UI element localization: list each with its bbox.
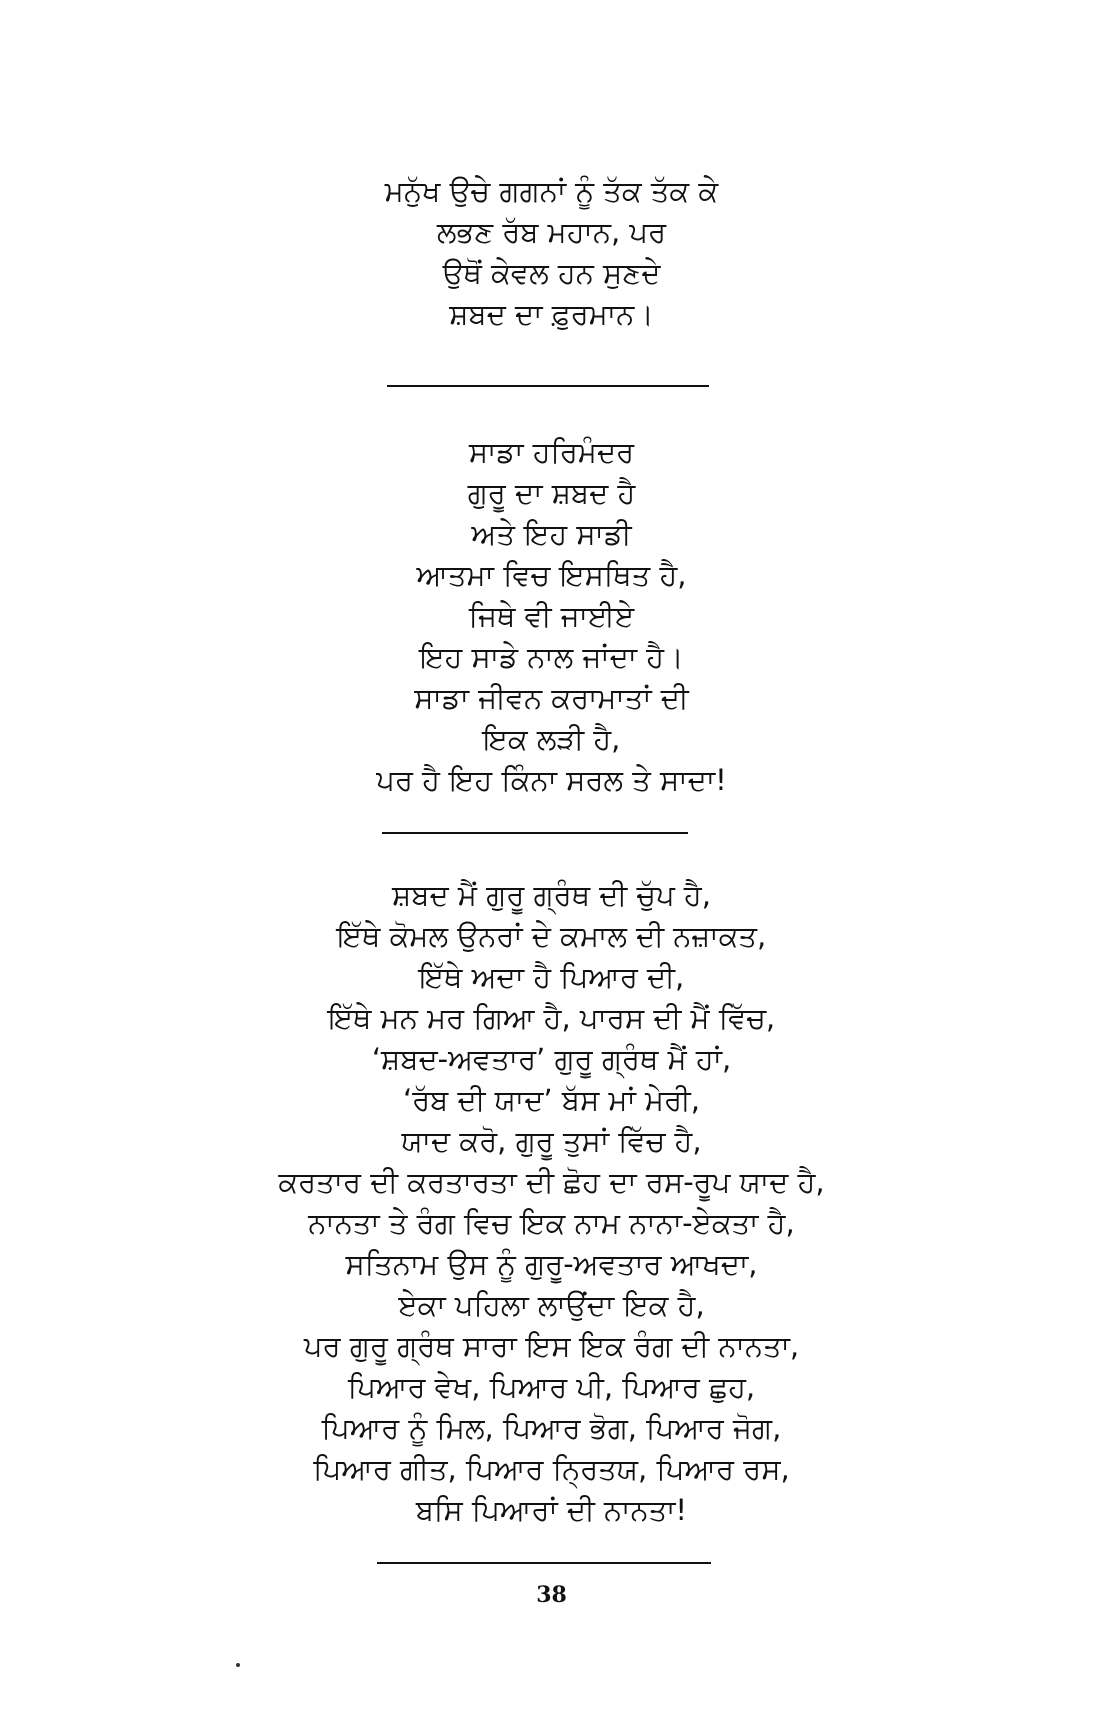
poem-line: ਇਕ ਲੜੀ ਹੈ, — [482, 722, 621, 756]
section-divider — [382, 832, 688, 834]
poem-line: ਪਿਆਰ ਗੀਤ, ਪਿਆਰ ਨ੍ਰਿਤਯ, ਪਿਆਰ ਰਸ, — [313, 1452, 790, 1486]
poem-line: ਪਰ ਗੁਰੂ ਗ੍ਰੰਥ ਸਾਰਾ ਇਸ ਇਕ ਰੰਗ ਦੀ ਨਾਨਤਾ, — [303, 1329, 800, 1363]
poem-line: ਗੁਰੂ ਦਾ ਸ਼ਬਦ ਹੈ — [467, 476, 636, 510]
page-number: 38 — [536, 1582, 567, 1608]
poem-line: ਮਨੁੱਖ ਉਚੇ ਗਗਨਾਂ ਨੂੰ ਤੱਕ ਤੱਕ ਕੇ — [384, 174, 719, 208]
poem-line: ਪਿਆਰ ਵੇਖ, ਪਿਆਰ ਪੀ, ਪਿਆਰ ਛੁਹ, — [347, 1370, 756, 1404]
poem-line: ਯਾਦ ਕਰੋ, ਗੁਰੂ ਤੁਸਾਂ ਵਿੱਚ ਹੈ, — [401, 1124, 702, 1158]
poem-line: ਨਾਨਤਾ ਤੇ ਰੰਗ ਵਿਚ ਇਕ ਨਾਮ ਨਾਨਾ-ਏਕਤਾ ਹੈ, — [308, 1206, 795, 1240]
poem-line: ਸ਼ਬਦ ਮੈਂ ਗੁਰੂ ਗ੍ਰੰਥ ਦੀ ਚੁੱਪ ਹੈ, — [392, 878, 711, 912]
poem-line: ਇੱਥੇ ਅਦਾ ਹੈ ਪਿਆਰ ਦੀ, — [418, 960, 685, 994]
poem-line: ਆਤਮਾ ਵਿਚ ਇਸਥਿਤ ਹੈ, — [416, 558, 687, 592]
poem-line: ਪਰ ਹੈ ਇਹ ਕਿੰਨਾ ਸਰਲ ਤੇ ਸਾਦਾ! — [376, 763, 727, 797]
poem-line: ਕਰਤਾਰ ਦੀ ਕਰਤਾਰਤਾ ਦੀ ਛੋਹ ਦਾ ਰਸ-ਰੂਪ ਯਾਦ ਹੈ, — [278, 1165, 825, 1199]
poem-line: ‘ਸ਼ਬਦ-ਅਵਤਾਰ’ ਗੁਰੂ ਗ੍ਰੰਥ ਮੈਂ ਹਾਂ, — [371, 1042, 732, 1076]
poem-line: ਸ਼ਬਦ ਦਾ ਫ਼ੁਰਮਾਨ। — [449, 297, 654, 331]
poem-line: ਜਿਥੇ ਵੀ ਜਾਈਏ — [468, 599, 635, 633]
poem-line: ਪਿਆਰ ਨੂੰ ਮਿਲ, ਪਿਆਰ ਭੋਗ, ਪਿਆਰ ਜੋਗ, — [321, 1411, 782, 1445]
print-speck — [236, 1663, 240, 1667]
stanza-2 — [0, 432, 1103, 801]
stanza-3 — [0, 875, 1103, 1531]
section-divider — [377, 1562, 711, 1564]
poem-line: ‘ਰੱਬ ਦੀ ਯਾਦ’ ਬੱਸ ਮਾਂ ਮੇਰੀ, — [402, 1083, 701, 1117]
poem-line: ਅਤੇ ਇਹ ਸਾਡੀ — [471, 517, 632, 551]
poem-line: ਇਹ ਸਾਡੇ ਨਾਲ ਜਾਂਦਾ ਹੈ। — [419, 640, 684, 674]
stanza-1 — [0, 171, 1103, 335]
poem-line: ਉਥੋਂ ਕੇਵਲ ਹਨ ਸੁਣਦੇ — [442, 256, 661, 290]
poem-line: ਸਾਡਾ ਜੀਵਨ ਕਰਾਮਾਤਾਂ ਦੀ — [414, 681, 689, 715]
poem-line: ਲਭਣ ਰੱਬ ਮਹਾਨ, ਪਰ — [436, 215, 667, 249]
section-divider — [387, 385, 709, 387]
poem-line: ਬਸਿ ਪਿਆਰਾਂ ਦੀ ਨਾਨਤਾ! — [415, 1493, 688, 1527]
poem-line: ਸਾਡਾ ਹਰਿਮੰਦਰ — [468, 435, 635, 469]
poem-line: ਇੱਥੇ ਕੋਮਲ ਉਨਰਾਂ ਦੇ ਕਮਾਲ ਦੀ ਨਜ਼ਾਕਤ, — [336, 919, 767, 953]
poem-line: ਏਕਾ ਪਹਿਲਾ ਲਾਉਂਦਾ ਇਕ ਹੈ, — [398, 1288, 705, 1322]
poem-line: ਸਤਿਨਾਮ ਉਸ ਨੂੰ ਗੁਰੂ-ਅਵਤਾਰ ਆਖਦਾ, — [345, 1247, 758, 1281]
poem-line: ਇੱਥੇ ਮਨ ਮਰ ਗਿਆ ਹੈ, ਪਾਰਸ ਦੀ ਮੈਂ ਵਿੱਚ, — [327, 1001, 776, 1035]
